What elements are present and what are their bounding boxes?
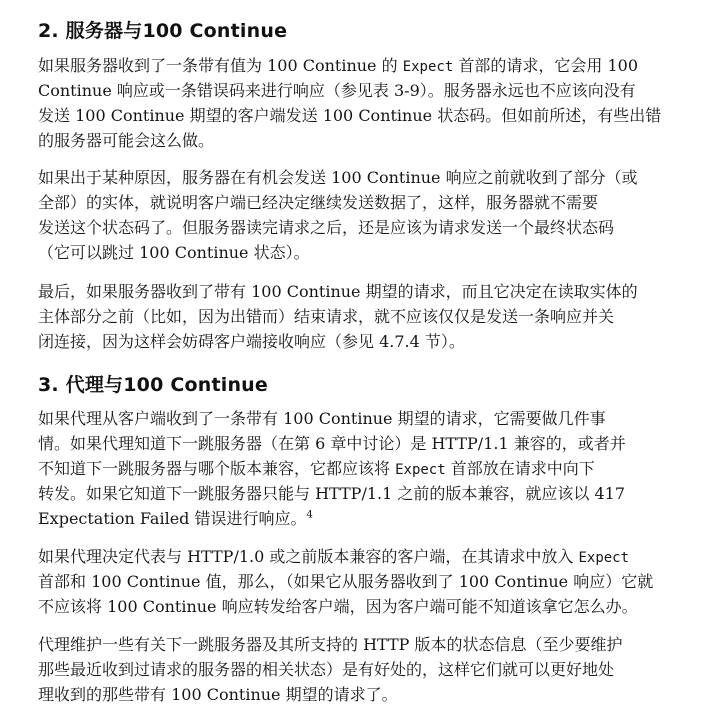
paragraph-4-line-2: 情。如果代理知道下一跳服务器（在第 6 章中讨论）是 HTTP/1.1 兼容的，或者并 xyxy=(38,434,626,453)
paragraph-2-line-1: 如果出于某种原因，服务器在有机会发送 100 Continue 响应之前就收到了部分（或 xyxy=(38,168,638,187)
text-span: 如果代理决定代表与 HTTP/1.0 或之前版本兼容的客户端，在其请求中放入 xyxy=(38,547,579,566)
footnote-marker: 4 xyxy=(306,509,313,521)
paragraph-5-line-1 xyxy=(38,544,686,567)
paragraph-5-line-2: 首部和 100 Continue 值，那么，（如果它从服务器收到了 100 Continue 响应）它就 xyxy=(38,572,654,591)
paragraph-4-line-4: 转发。如果它知道下一跳服务器只能与 HTTP/1.1 之前的版本兼容，就应该以 417 xyxy=(38,484,625,503)
paragraph-5-line-3: 不应该将 100 Continue 响应转发给客户端，因为客户端可能不知道该拿它怎么办。 xyxy=(38,597,638,616)
paragraph-4-line-1: 如果代理从客户端收到了一条带有 100 Continue 期望的请求，它需要做几件事 xyxy=(38,409,606,428)
paragraph-1-line-3: 发送 100 Continue 期望的客户端发送 100 Continue 状态码。但如前所述，有些出错 xyxy=(38,106,662,125)
paragraph-1-line-1 xyxy=(38,53,686,76)
paragraph-4-line-5 xyxy=(38,506,686,529)
paragraph-6-line-2: 那些最近收到过请求的服务器的相关状态）是有好处的，这样它们就可以更好地处 xyxy=(38,660,615,679)
paragraph-3-line-3: 闭连接，因为这样会妨碍客户端接收响应（参见 4.7.4 节）。 xyxy=(38,332,465,351)
section-heading-server: 2. 服务器与100 Continue xyxy=(38,20,288,42)
text-span: 如果服务器收到了一条带有值为 100 Continue 的 xyxy=(38,56,403,75)
paragraph-2-line-3: 发送这个状态码了。但服务器读完请求之后，还是应该为请求发送一个最终状态码 xyxy=(38,218,615,237)
text-span: 首部的请求，它会用 100 xyxy=(453,56,638,75)
paragraph-6-line-3: 理收到的那些带有 100 Continue 期望的请求了。 xyxy=(38,685,398,704)
paragraph-3-line-1: 最后，如果服务器收到了带有 100 Continue 期望的请求，而且它决定在读取实体的 xyxy=(38,282,638,301)
paragraph-6-line-1: 代理维护一些有关下一跳服务器及其所支持的 HTTP 版本的状态信息（至少要维护 xyxy=(38,635,623,654)
text-span: 不知道下一跳服务器与哪个版本兼容，它都应该将 xyxy=(38,459,396,478)
code-expect: Expect xyxy=(402,59,454,75)
text-span: 首部放在请求中向下 xyxy=(445,459,595,478)
code-expect: Expect xyxy=(578,550,630,566)
paragraph-2-line-2: 全部）的实体，就说明客户端已经决定继续发送数据了，这样，服务器就不需要 xyxy=(38,193,599,212)
paragraph-2-line-4: （它可以跳过 100 Continue 状态）。 xyxy=(38,243,310,262)
code-expect: Expect xyxy=(395,462,446,478)
paragraph-1-line-4: 的服务器可能会这么做。 xyxy=(38,131,215,150)
section-heading-proxy: 3. 代理与100 Continue xyxy=(38,374,268,396)
paragraph-3-line-2: 主体部分之前（比如，因为出错而）结束请求，就不应该仅仅是发送一条响应并关 xyxy=(38,307,615,326)
text-span: Expectation Failed 错误进行响应。 xyxy=(38,509,307,528)
paragraph-4-line-3 xyxy=(38,456,686,479)
paragraph-1-line-2: Continue 响应或一条错误码来进行响应（参见表 3-9）。服务器永远也不应该向没有 xyxy=(38,81,636,100)
